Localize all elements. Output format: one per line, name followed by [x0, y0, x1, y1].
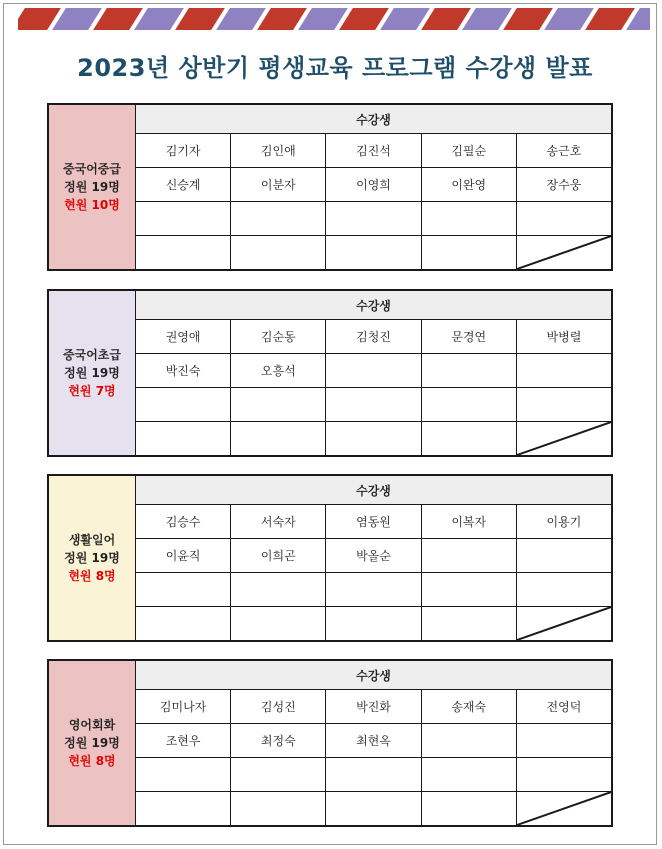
- grid-header: 수강생: [136, 291, 611, 320]
- course-section: [47, 474, 613, 642]
- empty-cell: [231, 607, 326, 640]
- empty-cell: [231, 236, 326, 269]
- empty-cell: [231, 792, 326, 825]
- empty-cell: [422, 422, 517, 455]
- table-row: [136, 690, 611, 724]
- grid-header: 수강생: [136, 105, 611, 134]
- student-name-cell: 이분자: [231, 168, 326, 201]
- empty-cell: [517, 539, 611, 572]
- empty-cell: [517, 202, 611, 235]
- student-name-cell: 김미나자: [136, 690, 231, 723]
- course-name: 영어회화: [68, 718, 116, 732]
- student-name-cell: 신승계: [136, 168, 231, 201]
- student-name-cell: 이영희: [326, 168, 421, 201]
- student-name-cell: 서숙자: [231, 505, 326, 538]
- empty-cell: [517, 422, 611, 455]
- student-name-cell: 문경연: [422, 320, 517, 353]
- course-section: [47, 289, 613, 457]
- grid-header: 수강생: [136, 661, 611, 690]
- course-label: [49, 476, 136, 640]
- empty-cell: [231, 202, 326, 235]
- table-row: [136, 573, 611, 607]
- student-name-cell: 박진화: [326, 690, 421, 723]
- empty-cell: [517, 388, 611, 421]
- course-label: [49, 291, 136, 455]
- table-row: [136, 422, 611, 455]
- diagonal-strike-line: [517, 607, 611, 640]
- student-name-cell: 김필순: [422, 134, 517, 167]
- empty-cell: [326, 236, 421, 269]
- student-name-cell: 김진석: [326, 134, 421, 167]
- student-name-cell: 최정숙: [231, 724, 326, 757]
- diagonal-strike-line: [517, 236, 611, 269]
- student-name-cell: 이복자: [422, 505, 517, 538]
- course-name: 중국어초급: [63, 348, 121, 362]
- empty-cell: [422, 354, 517, 387]
- student-name-cell: 전영덕: [546, 700, 582, 714]
- student-name-cell: 최현옥: [326, 724, 421, 757]
- student-name-cell: 이완영: [422, 168, 517, 201]
- empty-cell: [422, 758, 517, 791]
- empty-cell: [517, 236, 611, 269]
- empty-cell: [136, 236, 231, 269]
- empty-cell: [231, 388, 326, 421]
- empty-cell: [326, 422, 421, 455]
- empty-cell: [136, 758, 231, 791]
- empty-cell: [517, 354, 611, 387]
- student-name-cell: 권영애: [136, 320, 231, 353]
- student-grid: [136, 476, 611, 640]
- table-row: [136, 236, 611, 269]
- empty-cell: [326, 758, 421, 791]
- student-name-cell: 박올순: [326, 539, 421, 572]
- empty-cell: [231, 422, 326, 455]
- empty-cell: [517, 573, 611, 606]
- student-name-cell: 박병렬: [546, 330, 582, 344]
- student-name-cell: 이희곤: [231, 539, 326, 572]
- table-row: [136, 134, 611, 168]
- empty-cell: [136, 573, 231, 606]
- empty-cell: [136, 202, 231, 235]
- student-name-cell: 조현우: [136, 724, 231, 757]
- empty-cell: [326, 388, 421, 421]
- table-row: [136, 724, 611, 758]
- student-name-cell: 박진숙: [136, 354, 231, 387]
- decorative-stripe-banner: [18, 8, 650, 30]
- empty-cell: [517, 758, 611, 791]
- empty-cell: [422, 202, 517, 235]
- empty-cell: [326, 354, 421, 387]
- grid-header: 수강생: [136, 476, 611, 505]
- course-name: 생활일어: [68, 533, 116, 547]
- empty-cell: [422, 388, 517, 421]
- student-name-cell: 김인애: [231, 134, 326, 167]
- student-name-cell: 염동원: [326, 505, 421, 538]
- course-capacity: 정원 19명: [64, 180, 120, 194]
- student-name-cell: 이윤직: [136, 539, 231, 572]
- empty-cell: [422, 724, 517, 757]
- table-row: [136, 792, 611, 825]
- course-current: 현원 8명: [68, 754, 116, 768]
- table-row: [136, 168, 611, 202]
- student-name-cell: 장수웅: [546, 178, 582, 192]
- course-capacity: 정원 19명: [64, 551, 120, 565]
- course-name: 중국어중급: [63, 162, 121, 176]
- student-name-cell: 송근호: [546, 144, 582, 158]
- student-grid: [136, 105, 611, 269]
- table-row: [136, 758, 611, 792]
- table-row: [136, 607, 611, 640]
- empty-cell: [136, 607, 231, 640]
- empty-cell: [517, 724, 611, 757]
- empty-cell: [517, 792, 611, 825]
- table-row: [136, 388, 611, 422]
- empty-cell: [326, 202, 421, 235]
- empty-cell: [326, 792, 421, 825]
- empty-cell: [231, 758, 326, 791]
- empty-cell: [136, 422, 231, 455]
- table-row: [136, 320, 611, 354]
- diagonal-strike-line: [517, 422, 611, 455]
- empty-cell: [422, 236, 517, 269]
- table-row: [136, 354, 611, 388]
- student-grid: [136, 661, 611, 825]
- course-label: [49, 105, 136, 269]
- course-section: [47, 103, 613, 271]
- student-name-cell: 김성진: [231, 690, 326, 723]
- student-name-cell: 이용기: [546, 515, 582, 529]
- empty-cell: [136, 792, 231, 825]
- course-capacity: 정원 19명: [64, 366, 120, 380]
- student-name-cell: 송재숙: [422, 690, 517, 723]
- table-row: [136, 202, 611, 236]
- empty-cell: [136, 388, 231, 421]
- student-grid: [136, 291, 611, 455]
- empty-cell: [326, 607, 421, 640]
- student-name-cell: 김순동: [231, 320, 326, 353]
- course-label: [49, 661, 136, 825]
- course-current: 현원 7명: [68, 384, 116, 398]
- empty-cell: [422, 607, 517, 640]
- course-current: 현원 8명: [68, 569, 116, 583]
- student-name-cell: 김승수: [136, 505, 231, 538]
- diagonal-strike-line: [517, 792, 611, 825]
- table-row: [136, 539, 611, 573]
- empty-cell: [231, 573, 326, 606]
- student-name-cell: 김청진: [326, 320, 421, 353]
- empty-cell: [422, 539, 517, 572]
- empty-cell: [422, 792, 517, 825]
- student-name-cell: 오흥석: [231, 354, 326, 387]
- page-title: 2023년 상반기 평생교육 프로그램 수강생 발표: [77, 54, 593, 82]
- course-current: 현원 10명: [64, 198, 120, 212]
- table-row: [136, 505, 611, 539]
- empty-cell: [422, 573, 517, 606]
- student-name-cell: 김기자: [136, 134, 231, 167]
- empty-cell: [326, 573, 421, 606]
- course-section: [47, 659, 613, 827]
- empty-cell: [517, 607, 611, 640]
- course-capacity: 정원 19명: [64, 736, 120, 750]
